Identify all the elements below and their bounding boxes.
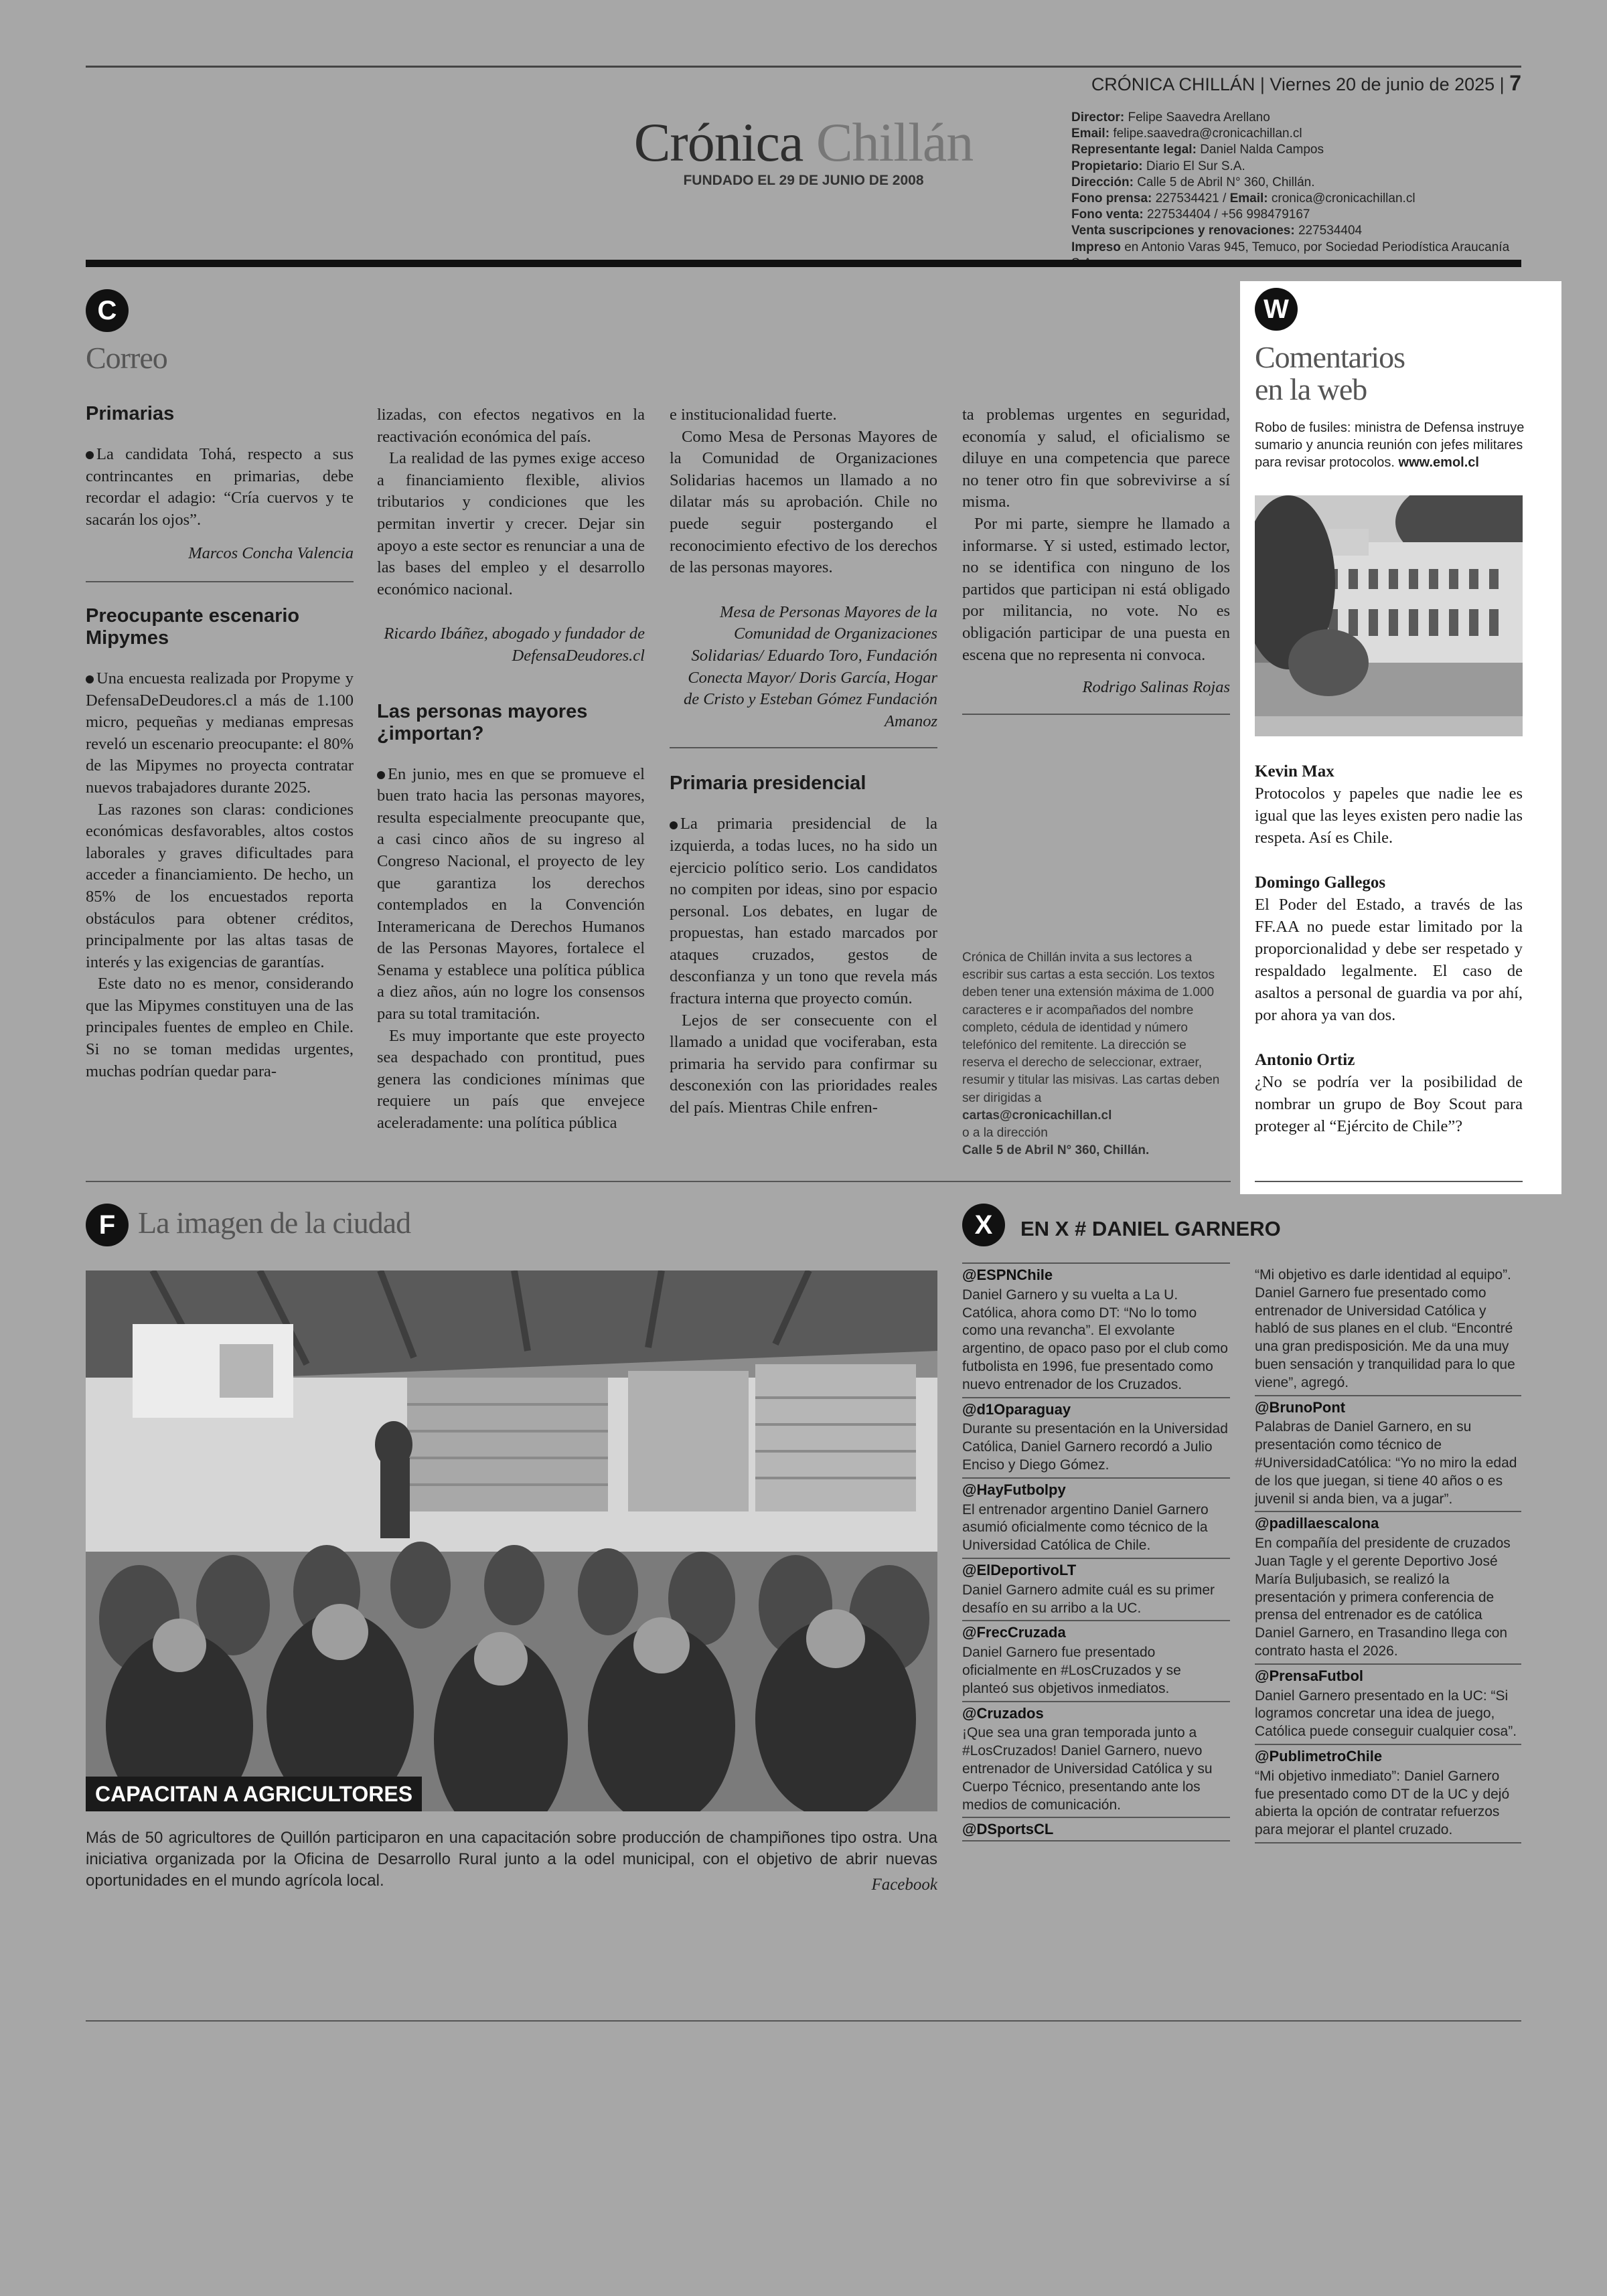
x-handle[interactable]: @Cruzados (962, 1704, 1044, 1722)
web-comment (1255, 1049, 1523, 1137)
building-photo (1255, 495, 1523, 736)
x-post (962, 1477, 1230, 1555)
photo-credit: Facebook (871, 1876, 937, 1894)
x-post (962, 1817, 1230, 1841)
web-comment-text: Protocolos y papeles que nadie lee es igual que las leyes existen pero nadie las respeta. Así es Chile. (1255, 785, 1523, 847)
letter-text: Las razones son claras: condiciones económicas desfavorables, altos costos laborales y graves dificultades para acceder a financiamiento. De hecho, un 85% de los encuestados reporta obstáculos para obtener créditos, principalmente por las altas tasas de interés y las exigencias de garantías. (86, 800, 354, 971)
x-handle[interactable]: @BrunoPont (1255, 1398, 1346, 1416)
x-handle[interactable]: @ElDeportivoLT (962, 1561, 1077, 1578)
imagen-badge-icon: F (86, 1204, 129, 1246)
x-text: Daniel Garnero y su vuelta a La U. Católica, ahora como DT: “No lo tomo como una revancha”. El exvolante argentino, de opaco paso por el club como futbolista en 1996, fue presentado como nuevo entrenador de los Cruzados. (962, 1287, 1228, 1392)
x-handle[interactable]: @PublimetroChile (1255, 1747, 1383, 1765)
letters-column-2 (377, 404, 645, 1135)
x-post (962, 1558, 1230, 1617)
x-handle[interactable]: @HayFutbolpy (962, 1481, 1066, 1498)
correo-title: Correo (86, 341, 167, 375)
x-post (1255, 1744, 1521, 1843)
letter-text: En junio, mes en que se promueve el buen trato hacia las personas mayores, resulta especialmente preocupante que, a casi cinco años de su ingreso al Congreso Nacional, el proyecto de ley que garantiza los derechos contemplados en la Convención Interamericana de Derechos Humanos de las Personas Mayores, fortalece el Senama y establece una política pública a diez años, aún no logre los consensos para su total tramitación. (377, 764, 645, 1023)
letter-text: Una encuesta realizada por Propyme y DefensaDeDeudores.cl a más de 1.100 micro, pequeñas y medianas empresas reveló un escenario preocupante: el 80% de las Mipymes no proyecta contratar nuevos trabajadores durante 2025. (86, 669, 354, 797)
x-post (962, 1701, 1230, 1815)
bullet-icon (86, 451, 94, 459)
letter-signature: Mesa de Personas Mayores de la Comunidad de Organizaciones Solidarias/ Eduardo Toro, Fundación Conecta Mayor/ Doris García, Hogar de Cristo y Esteban Gómez Fundación Amanoz (683, 602, 937, 730)
letter-text: Es muy importante que este proyecto sea despachado con prontitud, pues genera las condiciones mínimas que requiere un país que envejece aceleradamente: una política pública (377, 1026, 645, 1133)
header-thick-rule (86, 260, 1521, 267)
x-text: Durante su presentación en la Universidad Católica, Daniel Garnero recordó a Julio Enciso y Diego Gómez. (962, 1421, 1228, 1473)
web-comment-author: Domingo Gallegos (1255, 874, 1386, 892)
x-text: Daniel Garnero admite cuál es su primer desafío en su arribo a la UC. (962, 1582, 1215, 1616)
x-handle[interactable]: @d1Oparaguay (962, 1400, 1071, 1418)
founded-line: FUNDADO EL 29 DE JUNIO DE 2008 (683, 173, 924, 188)
x-post (1255, 1511, 1521, 1660)
web-comments-box (1240, 281, 1561, 1194)
letters-column-1 (86, 403, 354, 1082)
masthead (623, 112, 984, 189)
letter-text: Lejos de ser consecuente con el llamado a unidad que vociferaban, esta primaria ha servido para confirmar su desconexión con las prioridades reales del país. Mientras Chile enfren- (670, 1011, 937, 1117)
letter-signature: Ricardo Ibáñez, abogado y fundador de DefensaDeudores.cl (384, 625, 645, 665)
x-feed-column-1 (962, 1262, 1230, 1844)
letter-heading: Las personas mayores ¿importan? (377, 700, 588, 744)
letter-heading: Preocupante escenario Mipymes (86, 604, 300, 649)
bullet-icon (670, 821, 678, 829)
x-text: “Mi objetivo es darle identidad al equipo”. Daniel Garnero fue presentado como entrenador de Universidad Católica y habló de sus planes en el club. “Encontré una gran predisposición. Me da una muy buen sensación y tranquilidad para lo que viene”, agregó. (1255, 1267, 1515, 1390)
correo-badge-icon: C (86, 289, 129, 332)
notice-email: cartas@cronicachillan.cl (962, 1108, 1112, 1123)
x-handle[interactable]: @FrecCruzada (962, 1624, 1066, 1641)
x-text: Daniel Garnero fue presentado oficialmente en #LosCruzados y se planteó sus objetivos inmediatos. (962, 1645, 1181, 1696)
notice-address: Calle 5 de Abril N° 360, Chillán. (962, 1143, 1150, 1158)
photo-label: CAPACITAN A AGRICULTORES (86, 1777, 422, 1811)
farmers-photo (86, 1270, 937, 1811)
section-rule (86, 1181, 1231, 1182)
x-handle[interactable]: @padillaescalona (1255, 1515, 1379, 1532)
letter-text: Como Mesa de Personas Mayores de la Comunidad de Organizaciones Solidarias hacemos un llamado a no dilatar más su aprobación. Chile no puede seguir postergando el reconocimiento efectivo de los derechos de las personas mayores. (670, 427, 937, 577)
divider (86, 581, 354, 582)
letter-heading: Primarias (86, 403, 175, 424)
photo-caption: Más de 50 agricultores de Quillón participaron en una capacitación sobre producción de champiñones tipo ostra. Una iniciativa organizada por la Oficina de Desarrollo Rural junto a la odel municipal, con el objetivo de abrir nuevas oportunidades en el mundo agrícola local. (86, 1829, 937, 1890)
web-lead: Robo de fusiles: ministra de Defensa instruye sumario y anuncia reunión con jefes militares para revisar protocolos. www.emol.cl (1255, 420, 1525, 470)
x-post (1255, 1663, 1521, 1741)
x-text: En compañía del presidente de cruzados Juan Tagle y el gerente Deportivo José María Buljubasich, se realizó la presentación y primera conferencia de prensa del entrenador es de católica Daniel Garnero, en Trasandino llega con contrato hasta el 2026. (1255, 1536, 1511, 1659)
divider (962, 714, 1230, 715)
x-handle[interactable]: @PrensaFutbol (1255, 1667, 1364, 1684)
x-post (1255, 1395, 1521, 1509)
letter-signature: Marcos Concha Valencia (188, 544, 354, 563)
x-title: EN X # DANIEL GARNERO (1020, 1217, 1281, 1240)
web-comment-author: Antonio Ortiz (1255, 1051, 1355, 1069)
x-text: Daniel Garnero presentado en la UC: “Si logramos concretar una idea de juego, Católica puede conseguir cualquier cosa”. (1255, 1688, 1517, 1740)
imagen-title: La imagen de la ciudad (138, 1206, 411, 1240)
web-comment-author: Kevin Max (1255, 762, 1334, 781)
bullet-icon (86, 675, 94, 683)
staff-box: Director: Felipe Saavedra Arellano Email: felipe.saavedra@cronicachillan.cl Representante legal: Daniel Nalda Campos Propietario: Diario El Sur S.A. Dirección: Calle 5 de Abril N° 360, Chillán. Fono prensa: 227534421 / Email: cronica@cronicachillan.cl Fono venta: 227534404 / +56 998479167 Venta suscripciones y renovaciones: 227534404 Impreso en Antonio Varas 945, Temuco, por Sociedad Periodística Araucanía (1071, 110, 1510, 254)
web-comments-list (1255, 760, 1523, 1137)
letter-signature: Rodrigo Salinas Rojas (1082, 678, 1230, 697)
letter-text: ta problemas urgentes en seguridad, economía y salud, el oficialismo se diluye en una competencia que parece no tener otro fin que sobrevivirse a sí misma. (962, 406, 1230, 511)
letter-text: La realidad de las pymes exige acceso a financiamiento flexible, alivios tributarios y condiciones que les permitan invertir y crecer. Dejar sin apoyo a este sector es renunciar a una de las bases del empleo y el desarrollo económico nacional. (377, 449, 645, 598)
web-comment (1255, 760, 1523, 849)
bullet-icon (377, 771, 385, 779)
x-text: El entrenador argentino Daniel Garnero asumió oficialmente como técnico de la Universidad Católica de Chile. (962, 1501, 1209, 1554)
x-post (962, 1620, 1230, 1698)
web-title: Comentarios en la web (1255, 340, 1405, 406)
letter-text: La candidata Tohá, respecto a sus contrincantes en primarias, debe recordar el adagio: “Cría cuervos y te sacarán los ojos”. (86, 445, 354, 529)
letter-text: e institucionalidad fuerte. (670, 406, 837, 424)
bottom-rule (86, 2020, 1521, 2022)
x-post (962, 1397, 1230, 1475)
masthead-title-1: Crónica (633, 112, 804, 173)
top-rule (86, 66, 1521, 68)
x-text: “Mi objetivo inmediato”: Daniel Garnero fue presentado como DT de la UC y dejó abierta la opción de contratar refuerzos para mejorar el plantel cruzado. (1255, 1768, 1510, 1838)
letter-heading: Primaria presidencial (670, 772, 866, 795)
folio: CRÓNICA CHILLÁN | Viernes 20 de junio de 2025 | 7 (1091, 71, 1521, 95)
letter-text: Por mi parte, siempre he llamado a informarse. Y si usted, estimado lector, no se identifica con ninguno de los partidos que participan ni está obligado por militancia, no vote. No es obligación participar de una puesta en escena que no representa ni convoca. (962, 514, 1230, 664)
masthead-title-2: Chillán (816, 112, 974, 173)
notice-or: o a la dirección (962, 1126, 1048, 1141)
x-feed-column-2 (1255, 1266, 1521, 1846)
x-text: Palabras de Daniel Garnero, en su presentación como técnico de #UniversidadCatólica: “Yo no miro la edad de los que juegan, si tiene 40 años o es juvenil si anda bien, va a jugar”. (1255, 1419, 1517, 1507)
x-text: ¡Que sea una gran temporada junto a #LosCruzados! Daniel Garnero, nuevo entrenador de Universidad Católica y su Cuerpo Técnico, presentando ante los medios de comunicación. (962, 1725, 1213, 1813)
divider (670, 747, 937, 748)
letters-column-3 (670, 404, 937, 1119)
x-handle[interactable]: @DSportsCL (962, 1821, 1054, 1838)
section-rule (1255, 1181, 1521, 1182)
letter-text: La primaria presidencial de la izquierda, a todas luces, no ha sido un ejercicio político serio. Los candidatos no compiten por ideas, sino por espacio personal. Los debates, en lugar de propuestas, han estado marcados por ataques cruzados, gestos de desconfianza y un tono que revela más fractura interna que proyecto común. (670, 815, 937, 1008)
letters-column-4 (962, 404, 1230, 715)
web-badge-icon: W (1255, 288, 1298, 331)
x-handle[interactable]: @ESPNChile (962, 1266, 1053, 1283)
letters-notice: Crónica de Chillán invita a sus lectores a escribir sus cartas a esta sección. Los textos deben tener una extensión máxima de 1.000 caracteres e ir acompañados del nombre completo, cédula de identidad y número telefónico del remitente. La dirección se reserva el derecho de seleccionar, extraer, resumir y titular las misivas. Las cartas deben ser dirigidas a cartas@cronicachillan.cl o a la dirección Calle 5 de Abril N° 360, Chillán. (962, 949, 1230, 1159)
letter-text: lizadas, con efectos negativos en la reactivación económica del país. (377, 406, 645, 446)
letter-text: Este dato no es menor, considerando que las Mipymes constituyen una de las principales fuentes de empleo en Chile. Si no se toman medidas urgentes, muchas podrían quedar para- (86, 975, 354, 1080)
web-comment (1255, 872, 1523, 1026)
web-comment-text: ¿No se podría ver la posibilidad de nombrar un grupo de Boy Scout para proteger al “Ejército de Chile”? (1255, 1073, 1523, 1135)
x-post (962, 1262, 1230, 1394)
web-lead-link[interactable]: www.emol.cl (1398, 455, 1479, 470)
web-comment-text: El Poder del Estado, a través de las FF.AA no puede estar limitado por la proporcionalidad y debe ser respetado y respaldado legalmente. El caso de asaltos a personal de guardia va por ahí, por ahora ya van dos. (1255, 896, 1523, 1024)
x-badge-icon: X (962, 1204, 1005, 1246)
